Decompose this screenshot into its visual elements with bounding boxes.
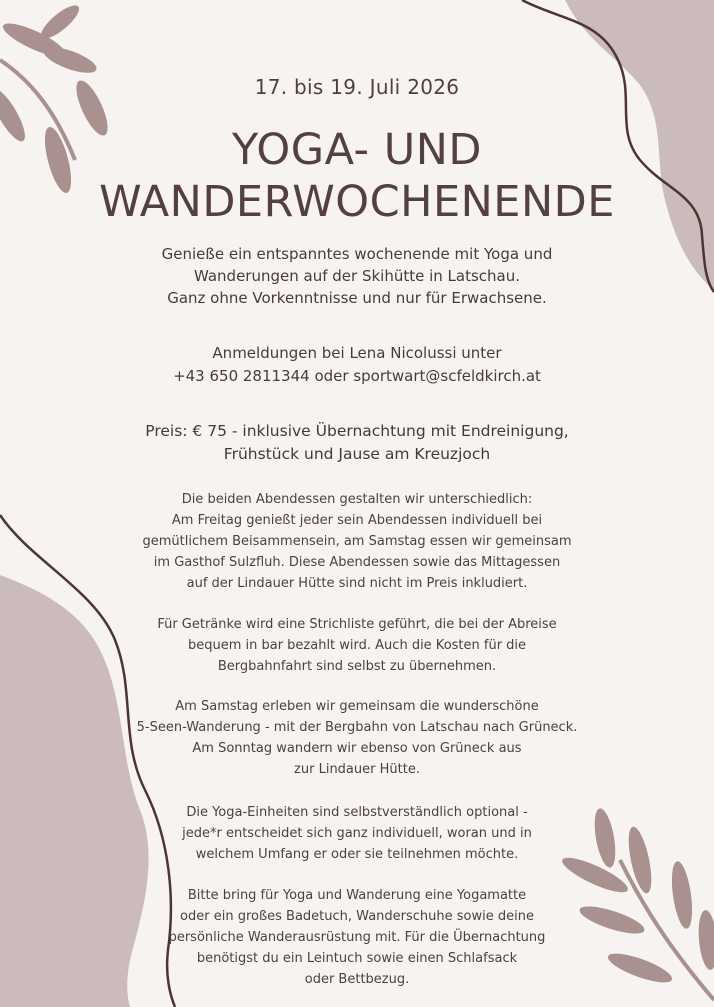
paragraph-line: Am Freitag genießt jeder sein Abendessen individuell bei <box>171 513 543 528</box>
paragraph-line: Die beiden Abendessen gestalten wir unterschiedlich: <box>181 492 533 507</box>
packing-paragraph <box>0 885 714 990</box>
paragraph-line: bequem in bar bezahlt wird. Auch die Kosten für die <box>187 638 527 653</box>
yoga-paragraph <box>0 802 714 865</box>
price-line: Frühstück und Jause am Kreuzjoch <box>223 445 491 463</box>
contact-line: Anmeldungen bei Lena Nicolussi unter <box>212 344 502 362</box>
intro-line: Genieße ein entspanntes wochenende mit Yoga und <box>161 245 553 263</box>
event-title <box>0 124 714 228</box>
contact-line: +43 650 2811344 oder sportwart@scfeldkirch.at <box>173 367 541 385</box>
paragraph-line: auf der Lindauer Hütte sind nicht im Preis inkludiert. <box>186 576 528 591</box>
paragraph-line: Am Samstag erleben wir gemeinsam die wunderschöne <box>175 699 539 714</box>
drinks-paragraph <box>0 614 714 677</box>
paragraph-line: gemütlichem Beisammensein, am Samstag essen wir gemeinsam <box>142 534 572 549</box>
paragraph-line: im Gasthof Sulzfluh. Diese Abendessen sowie das Mittagessen <box>153 555 561 570</box>
hikes-paragraph <box>0 696 714 780</box>
paragraph-line: oder ein großes Badetuch, Wanderschuhe sowie deine <box>180 909 534 924</box>
title-line: YOGA- UND <box>232 125 482 175</box>
dinner-paragraph <box>0 489 714 594</box>
title-line: WANDERWOCHENENDE <box>99 177 615 227</box>
paragraph-line: welchem Umfang er oder sie teilnehmen möchte. <box>195 847 519 862</box>
paragraph-line: 5-Seen-Wanderung - mit der Bergbahn von Latschau nach Grüneck. <box>136 720 578 735</box>
paragraph-line: benötigst du ein Leintuch sowie einen Schlafsack <box>196 951 518 966</box>
paragraph-line: Bergbahnfahrt sind selbst zu übernehmen. <box>217 659 497 674</box>
paragraph-line: Die Yoga-Einheiten sind selbstverständlich optional - <box>186 805 528 820</box>
intro-line: Wanderungen auf der Skihütte in Latschau. <box>193 267 520 285</box>
intro-line: Ganz ohne Vorkenntnisse und nur für Erwachsene. <box>167 289 547 307</box>
price-line: Preis: € 75 - inklusive Übernachtung mit Endreinigung, <box>145 422 569 440</box>
intro-text <box>0 243 714 309</box>
event-date: 17. bis 19. Juli 2026 <box>254 75 460 99</box>
paragraph-line: persönliche Wanderausrüstung mit. Für die Übernachtung <box>168 930 546 945</box>
paragraph-line: Am Sonntag wandern wir ebenso von Grüneck aus <box>192 741 522 756</box>
registration-contact <box>0 342 714 388</box>
paragraph-line: Für Getränke wird eine Strichliste geführt, die bei der Abreise <box>157 617 557 632</box>
paragraph-line: oder Bettbezug. <box>304 972 410 987</box>
price-info <box>0 420 714 466</box>
paragraph-line: zur Lindauer Hütte. <box>294 762 420 777</box>
paragraph-line: Bitte bring für Yoga und Wanderung eine Yogamatte <box>187 888 527 903</box>
paragraph-line: jede*r entscheidet sich ganz individuell, woran und in <box>182 826 532 841</box>
